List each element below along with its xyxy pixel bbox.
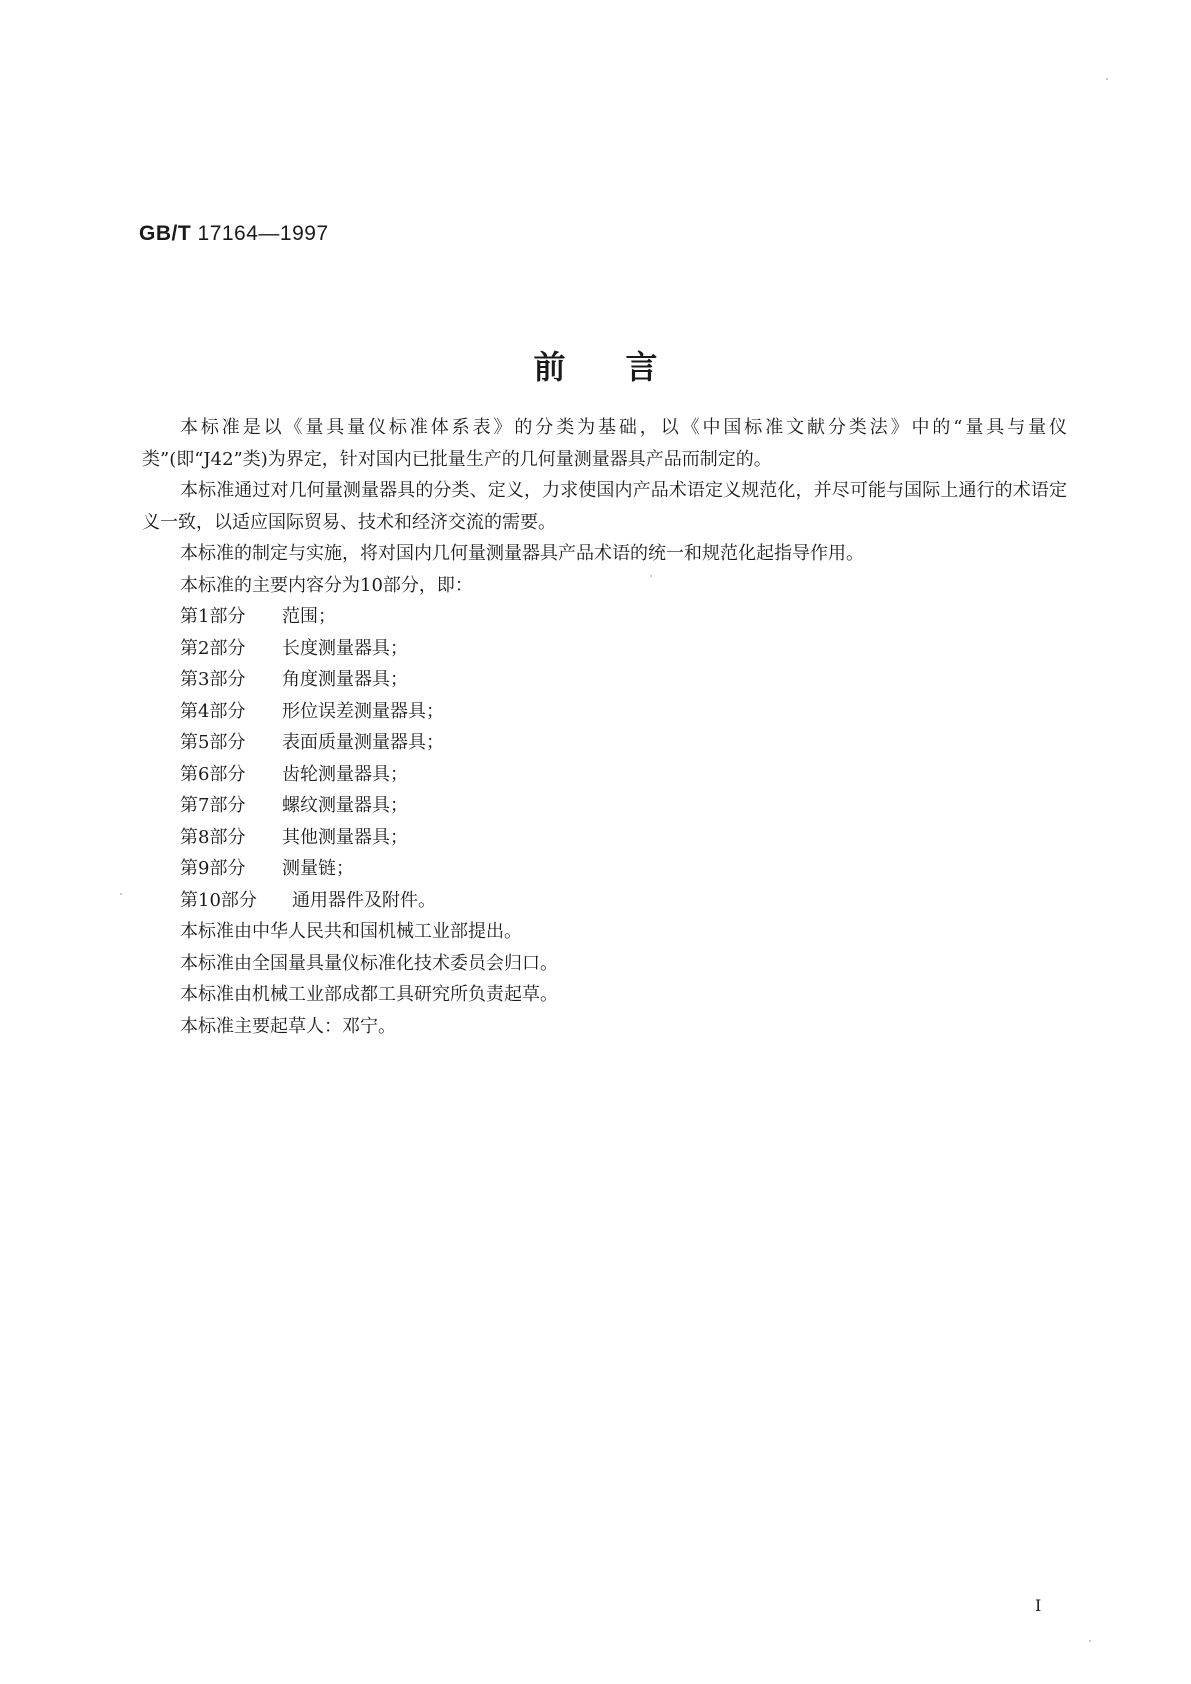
- list-item: [142, 822, 1067, 854]
- paragraph-drafter: 本标准主要起草人：邓宁。: [180, 1015, 396, 1037]
- part-number: 第5部分: [180, 732, 246, 753]
- part-number: 第7部分: [180, 795, 246, 816]
- list-item: [142, 696, 1067, 728]
- list-item: [142, 790, 1067, 822]
- part-title: 螺纹测量器具；: [282, 795, 408, 816]
- scan-speck: [120, 893, 122, 895]
- part-title: 长度测量器具；: [282, 637, 408, 659]
- paragraph-implementation: 本标准的制定与实施，将对国内几何量测量器具产品术语的统一和规范化起指导作用。: [180, 543, 864, 564]
- part-title: 测量链；: [282, 858, 354, 879]
- paragraph-proposer: 本标准由中华人民共和国机械工业部提出。: [180, 921, 522, 942]
- list-item: [142, 633, 1067, 665]
- part-title: 形位误差测量器具；: [282, 700, 444, 722]
- part-number: 第6部分: [180, 763, 246, 785]
- part-title: 其他测量器具；: [282, 826, 408, 848]
- document-code-number: 17164—1997: [197, 222, 329, 245]
- list-item: [142, 664, 1067, 696]
- document-code: [139, 222, 329, 246]
- part-title: 表面质量测量器具；: [282, 732, 444, 753]
- part-number: 第2部分: [180, 637, 246, 659]
- page-number: I: [1035, 1596, 1042, 1615]
- list-item: [142, 601, 1067, 633]
- part-title: 齿轮测量器具；: [282, 763, 408, 785]
- paragraph-administrator: 本标准由全国量具量仪标准化技术委员会归口。: [180, 952, 558, 974]
- list-item: [142, 853, 1067, 885]
- list-item: [142, 759, 1067, 791]
- paragraph-drafting-unit: 本标准由机械工业部成都工具研究所负责起草。: [180, 984, 558, 1005]
- part-number: 第8部分: [180, 826, 246, 848]
- part-number: 第10部分: [180, 889, 257, 911]
- foreword-body: [142, 412, 1067, 1042]
- list-item: [142, 727, 1067, 759]
- part-number: 第4部分: [180, 700, 246, 722]
- part-number: 第3部分: [180, 669, 246, 690]
- list-item: [142, 885, 1067, 917]
- part-number: 第9部分: [180, 858, 246, 879]
- paragraph-basis: 本标准是以《量具量仪标准体系表》的分类为基础，以《中国标准文献分类法》中的“量具与量仪类”(即“J42”类)为界定，针对国内已批量生产的几何量测量器具产品而制定的。: [142, 417, 1067, 470]
- document-code-prefix: GB/T: [139, 222, 192, 245]
- part-title: 范围；: [282, 606, 336, 627]
- part-title: 通用器件及附件。: [292, 889, 436, 911]
- paragraph-contents-intro: 本标准的主要内容分为10部分，即：: [180, 574, 473, 596]
- page-title: 前言: [533, 348, 718, 386]
- scan-speck: [650, 575, 652, 577]
- part-title: 角度测量器具；: [282, 669, 408, 690]
- parts-list: [142, 601, 1067, 916]
- scan-speck: [1089, 1640, 1091, 1642]
- part-number: 第1部分: [180, 606, 246, 627]
- paragraph-purpose: 本标准通过对几何量测量器具的分类、定义，力求使国内产品术语定义规范化，并尽可能与国际上通行的术语定义一致，以适应国际贸易、技术和经济交流的需要。: [142, 480, 1067, 533]
- scan-speck: [1106, 78, 1108, 80]
